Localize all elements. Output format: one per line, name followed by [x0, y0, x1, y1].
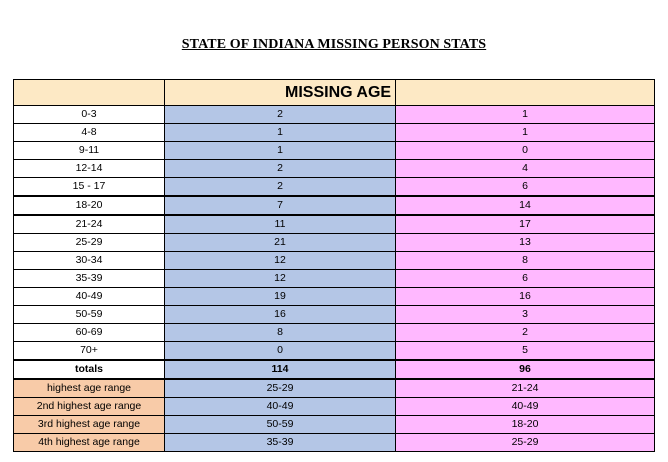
value-cell-col2: 14: [396, 196, 655, 215]
table-row: [14, 160, 655, 178]
table-row: [14, 178, 655, 197]
table-row: [14, 342, 655, 361]
age-range-cell: 21-24: [14, 215, 165, 234]
value-cell-col1: 1: [165, 142, 396, 160]
table-row: [14, 324, 655, 342]
table-row: [14, 288, 655, 306]
ranking-col1: 35-39: [165, 434, 396, 452]
ranking-col2: 40-49: [396, 398, 655, 416]
ranking-col1: 25-29: [165, 379, 396, 398]
table-row: [14, 252, 655, 270]
age-range-cell: 30-34: [14, 252, 165, 270]
totals-col2: 96: [396, 360, 655, 379]
header-cell-age: [14, 80, 165, 106]
value-cell-col1: 21: [165, 234, 396, 252]
value-cell-col2: 4: [396, 160, 655, 178]
ranking-label: highest age range: [14, 379, 165, 398]
table-row: [14, 142, 655, 160]
age-range-cell: 12-14: [14, 160, 165, 178]
table-row: [14, 196, 655, 215]
value-cell-col1: 8: [165, 324, 396, 342]
totals-col1: 114: [165, 360, 396, 379]
table-row: [14, 270, 655, 288]
ranking-col1: 50-59: [165, 416, 396, 434]
value-cell-col2: 6: [396, 178, 655, 197]
value-cell-col1: 16: [165, 306, 396, 324]
value-cell-col1: 2: [165, 160, 396, 178]
age-range-cell: 0-3: [14, 106, 165, 124]
value-cell-col1: 2: [165, 178, 396, 197]
ranking-label: 4th highest age range: [14, 434, 165, 452]
totals-row: [14, 360, 655, 379]
header-cell-third: [396, 80, 655, 106]
missing-person-table: [13, 79, 655, 452]
table-row: [14, 124, 655, 142]
ranking-label: 2nd highest age range: [14, 398, 165, 416]
value-cell-col2: 17: [396, 215, 655, 234]
value-cell-col2: 5: [396, 342, 655, 361]
ranking-row: [14, 379, 655, 398]
value-cell-col1: 7: [165, 196, 396, 215]
ranking-col2: 21-24: [396, 379, 655, 398]
age-range-cell: 9-11: [14, 142, 165, 160]
value-cell-col2: 0: [396, 142, 655, 160]
value-cell-col2: 1: [396, 106, 655, 124]
age-range-cell: 50-59: [14, 306, 165, 324]
value-cell-col1: 19: [165, 288, 396, 306]
value-cell-col2: 16: [396, 288, 655, 306]
table-row: [14, 306, 655, 324]
age-range-cell: 15 - 17: [14, 178, 165, 197]
ranking-col2: 18-20: [396, 416, 655, 434]
ranking-col1: 40-49: [165, 398, 396, 416]
value-cell-col1: 1: [165, 124, 396, 142]
value-cell-col2: 1: [396, 124, 655, 142]
ranking-row: [14, 434, 655, 452]
ranking-row: [14, 398, 655, 416]
value-cell-col1: 2: [165, 106, 396, 124]
table-row: [14, 106, 655, 124]
value-cell-col2: 2: [396, 324, 655, 342]
value-cell-col1: 11: [165, 215, 396, 234]
table-row: [14, 215, 655, 234]
value-cell-col1: 0: [165, 342, 396, 361]
age-range-cell: 35-39: [14, 270, 165, 288]
value-cell-col1: 12: [165, 270, 396, 288]
value-cell-col2: 6: [396, 270, 655, 288]
value-cell-col2: 13: [396, 234, 655, 252]
age-range-cell: 70+: [14, 342, 165, 361]
age-range-cell: 25-29: [14, 234, 165, 252]
table-header-row: [14, 80, 655, 106]
age-range-cell: 60-69: [14, 324, 165, 342]
ranking-row: [14, 416, 655, 434]
ranking-col2: 25-29: [396, 434, 655, 452]
value-cell-col1: 12: [165, 252, 396, 270]
page-title: STATE OF INDIANA MISSING PERSON STATS: [181, 37, 487, 52]
value-cell-col2: 8: [396, 252, 655, 270]
age-range-cell: 18-20: [14, 196, 165, 215]
ranking-label: 3rd highest age range: [14, 416, 165, 434]
age-range-cell: 4-8: [14, 124, 165, 142]
totals-label: totals: [14, 360, 165, 379]
age-range-cell: 40-49: [14, 288, 165, 306]
table-row: [14, 234, 655, 252]
value-cell-col2: 3: [396, 306, 655, 324]
header-cell-missing-age: MISSING AGE: [165, 80, 396, 106]
